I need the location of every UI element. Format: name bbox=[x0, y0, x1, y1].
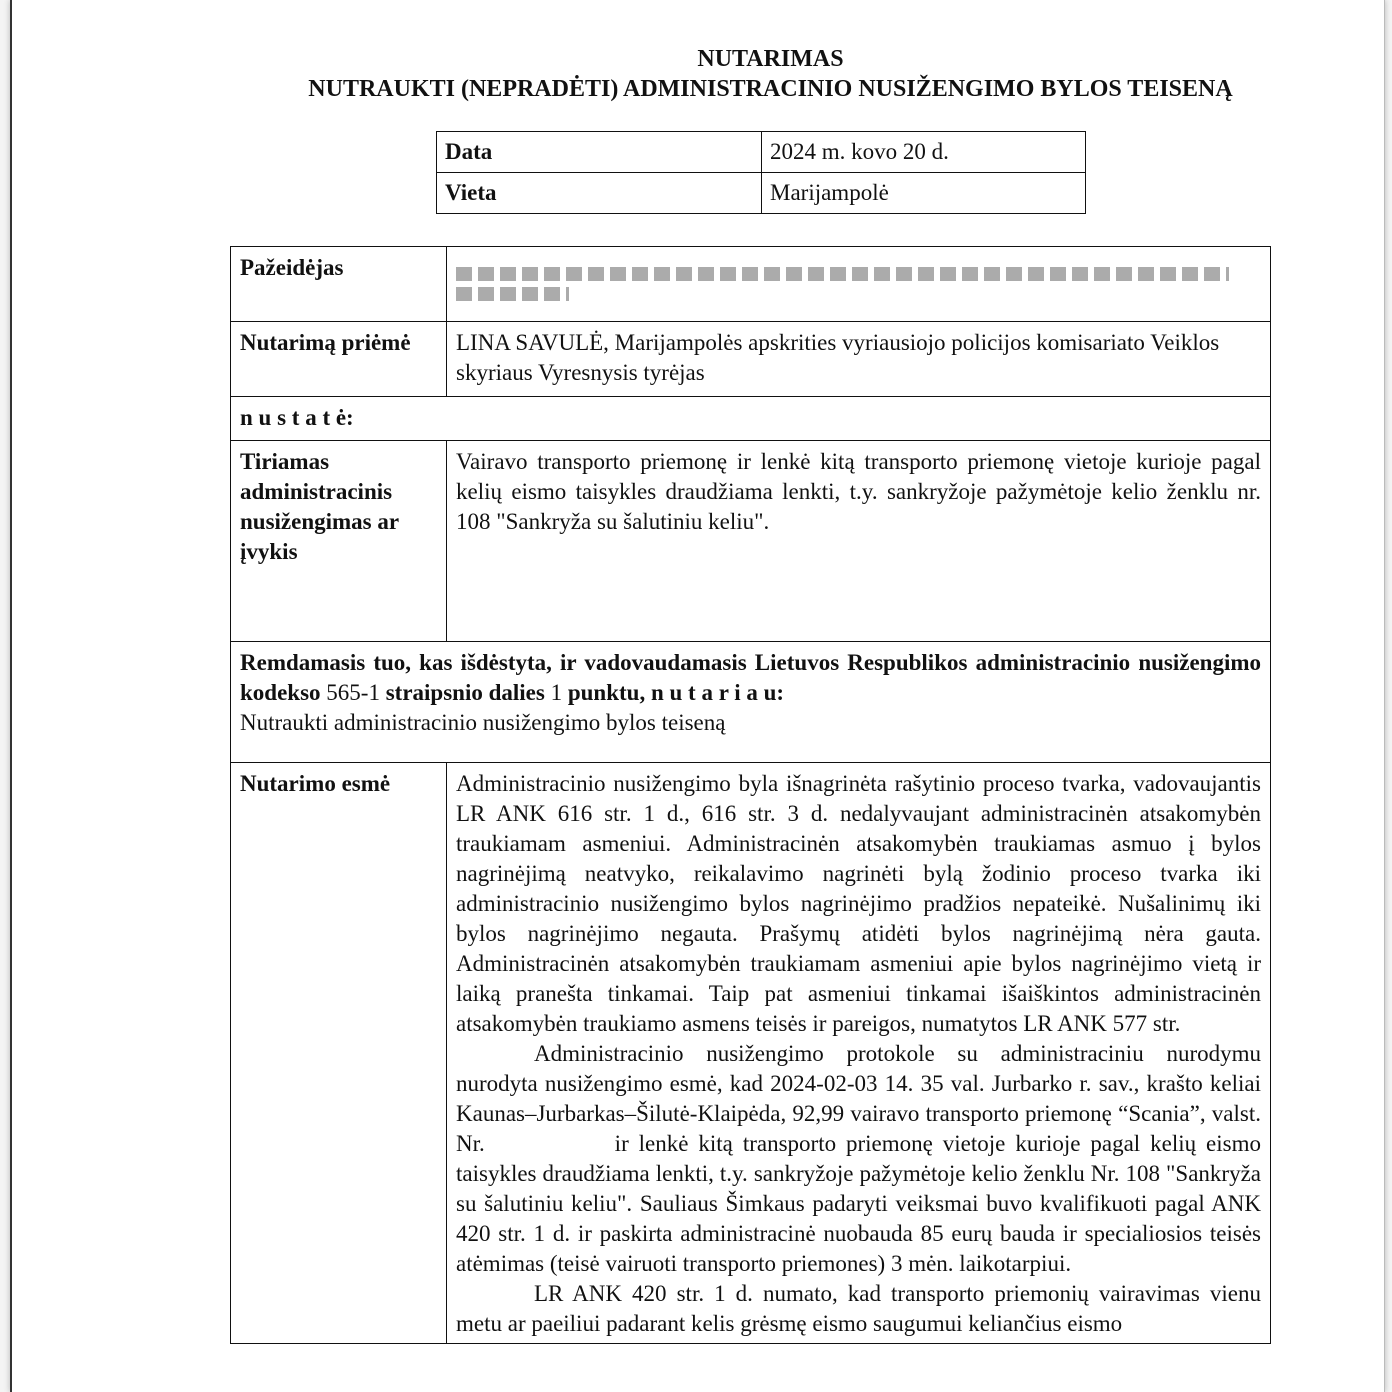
basis-article: 565-1 bbox=[326, 680, 380, 705]
essence-paragraph-2 bbox=[456, 1039, 1261, 1279]
basis-text bbox=[240, 648, 1261, 708]
establishes-row bbox=[231, 397, 1271, 441]
basis-part-2: straipsnio dalies bbox=[379, 680, 551, 705]
document-page bbox=[10, 0, 1385, 1392]
title-line-2: NUTRAUKTI (NEPRADĖTI) ADMINISTRACINIO NUSIŽENGIMO BYLOS TEISENĄ bbox=[308, 76, 1233, 102]
basis-decision: Nutraukti administracinio nusižengimo bylos teiseną bbox=[240, 710, 726, 735]
title-line-1: NUTARIMAS bbox=[697, 46, 844, 72]
essence-paragraph-2b: ir lenkė kitą transporto priemonę vietoje kurioje pagal kelių eismo taisykles draudžiama lenkti, t.y. sankryžoje pažymėtoje kelio ženklu Nr. 108 "Sankryža su šalutiniu keliu". Sauliaus Šimkaus padaryti veiksmai buvo kvalifikuoti pagal ANK 420 str. 1 d. ir paskirta administracinė nuobauda 85 eurų bauda ir specialiosios teisės atėmimas (teisė vairuoti transporto priemones) 3 mėn. laikotarpiui. bbox=[456, 1131, 1261, 1276]
essence-paragraph-3: LR ANK 420 str. 1 d. numato, kad transporto priemonių vairavimas vienu metu ar paeiliui padarant kelis grėsmę eismo saugumui keliančius eismo bbox=[456, 1281, 1261, 1336]
date-row bbox=[437, 132, 1086, 173]
basis-point: 1 bbox=[550, 680, 563, 705]
decision-by-row bbox=[231, 322, 1271, 397]
basis-part-1: Remdamasis tuo, kas išdėstyta, ir vadovaudamasis Lietuvos Respublikos administracinio nusižengimo kodekso bbox=[240, 650, 1261, 705]
basis-cell bbox=[231, 642, 1271, 763]
decision-by-label: Nutarimą priėmė bbox=[231, 322, 447, 397]
place-value: Marijampolė bbox=[762, 173, 1086, 214]
establishes-heading: n u s t a t ė: bbox=[231, 397, 1271, 441]
essence-label: Nutarimo esmė bbox=[231, 763, 447, 1344]
place-label: Vieta bbox=[437, 173, 762, 214]
decision-table bbox=[230, 246, 1271, 1344]
offender-row bbox=[231, 247, 1271, 322]
investigated-row bbox=[231, 441, 1271, 642]
place-row bbox=[437, 173, 1086, 214]
redacted-text bbox=[456, 287, 569, 301]
date-value: 2024 m. kovo 20 d. bbox=[762, 132, 1086, 173]
decision-by-value: LINA SAVULĖ, Marijampolės apskrities vyriausiojo policijos komisariato Veiklos skyriaus Vyresnysis tyrėjas bbox=[447, 322, 1271, 397]
date-label: Data bbox=[437, 132, 762, 173]
essence-paragraph-2a: Administracinio nusižengimo protokole su administraciniu nurodymu nurodyta nusižengimo esmė, kad 2024-02-03 14. 35 val. Jurbarko r. sav., krašto keliai Kaunas–Jurbarkas–Šilutė-Klaipėda, 92,99 vairavo transporto priemonę “Scania”, valst. Nr. bbox=[456, 1041, 1261, 1156]
essence-value bbox=[447, 763, 1271, 1344]
offender-label: Pažeidėjas bbox=[231, 247, 447, 322]
document-title bbox=[252, 44, 1289, 104]
offender-value-redacted bbox=[447, 247, 1271, 322]
essence-paragraph-1: Administracinio nusižengimo byla išnagrinėta rašytinio proceso tvarka, vadovaujantis LR ANK 616 str. 1 d., 616 str. 3 d. nedalyvaujant administracinėn atsakomybėn traukiamam asmeniui. Administracinėn atsakomybėn traukiamas asmuo į bylos nagrinėjimą neatvyko, reikalavimo nagrinėti bylą žodinio proceso tvarka iki administracinio nusižengimo bylos nagrinėjimo pradžios nepateikė. Nušalinimų iki bylos nagrinėjimo negauta. Prašymų atidėti bylos nagrinėjimą nėra gauta. Administracinėn atsakomybėn traukiamam asmeniui apie bylos nagrinėjimo vietą ir laiką pranešta tinkamai. Taip pat asmeniui tinkamai išaiškintos administracinėn atsakomybėn traukiamo asmens teisės ir pareigos, numatytos LR ANK 577 str. bbox=[456, 771, 1261, 1036]
redacted-text bbox=[456, 267, 1229, 281]
date-place-table bbox=[436, 131, 1086, 214]
investigated-label: Tiriamas administracinis nusižengimas ar įvykis bbox=[231, 441, 447, 642]
basis-part-3: punktu, n u t a r i a u: bbox=[562, 680, 785, 705]
basis-row bbox=[231, 642, 1271, 763]
essence-row bbox=[231, 763, 1271, 1344]
investigated-value: Vairavo transporto priemonę ir lenkė kitą transporto priemonę vietoje kurioje pagal kelių eismo taisykles draudžiama lenkti, t.y. sankryžoje pažymėtoje kelio ženklu nr. 108 "Sankryža su šalutiniu keliu". bbox=[447, 441, 1271, 642]
